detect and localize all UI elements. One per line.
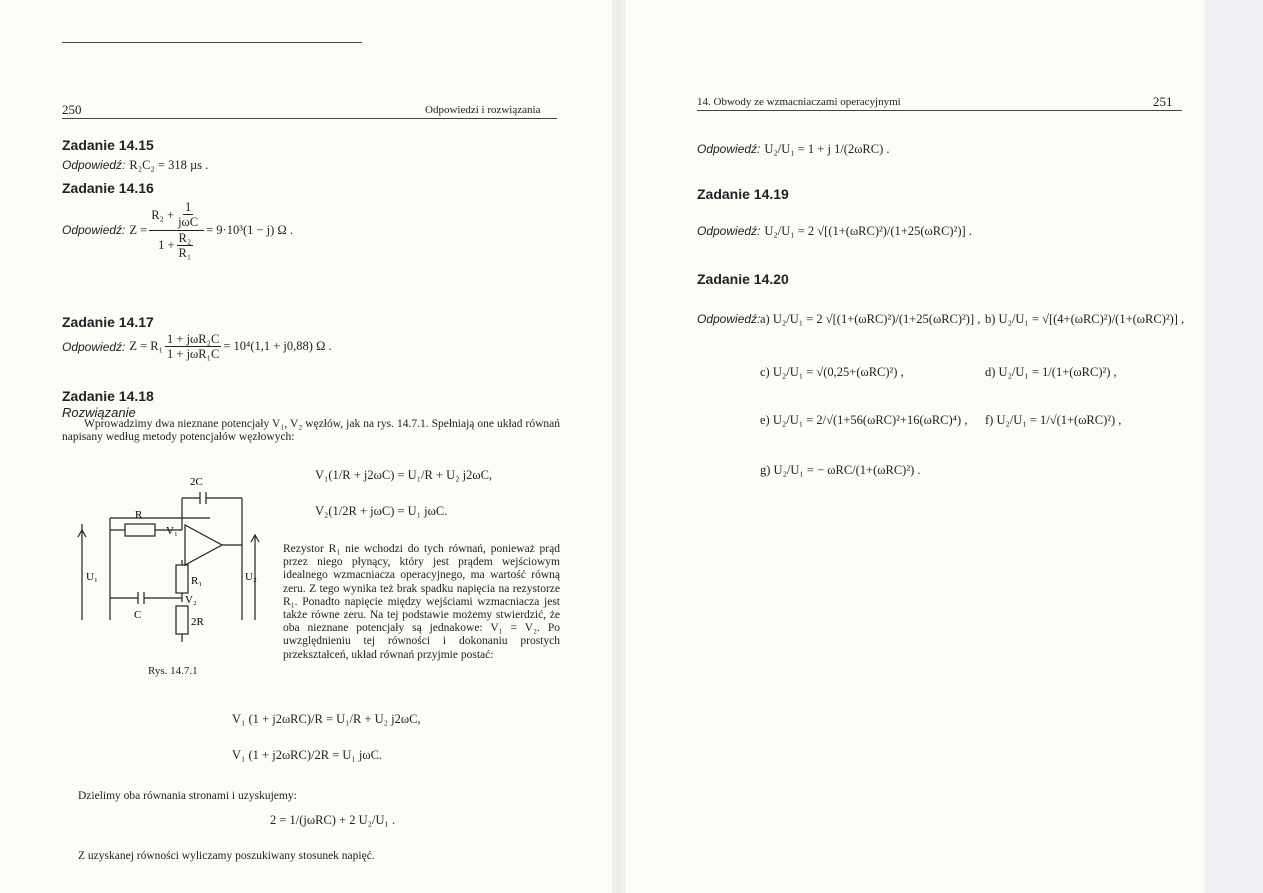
label-v1: V₁ [166, 525, 178, 537]
label-c: C [134, 609, 142, 621]
answer-e: e) U₂/U₁ = 2/√(1+56(ωRC)²+16(ωRC)⁴) , [760, 413, 968, 427]
intro-paragraph: Wprowadzimy dwa nieznane potencjały V₁, V₂ węzłów, jak na rys. 14.7.1. Spełniają one układ równań napisany według metody potencjałów węzłowych: [62, 418, 560, 444]
answer-a: a) U₂/U₁ = 2 √[(1+(ωRC)²)/(1+25(ωRC)²)] , [760, 312, 981, 326]
transformed-equation-2: V₁ (1 + j2ωRC)/2R = U₁ jωC. [232, 748, 383, 762]
formula-lhs: Z = [129, 222, 148, 237]
section-title-14-16: Zadanie 14.16 [62, 180, 154, 196]
answer-14-15 [62, 156, 208, 174]
formula-rhs: = 9·10³(1 − j) Ω . [206, 222, 293, 237]
fraction-top: 1 + jωR₂C [167, 332, 220, 346]
answer-label: Odpowiedź: [697, 142, 761, 156]
answer-d: d) U₂/U₁ = 1/(1+(ωRC)²) , [985, 365, 1117, 379]
top-rule [62, 42, 362, 43]
label-v2: V₂ [185, 594, 197, 606]
den-subfraction [177, 231, 194, 261]
subfrac-bottom: jωC [178, 215, 199, 230]
node-equation-1: V₁(1/R + j2ωC) = U₁/R + U₂ j2ωC, [315, 468, 493, 482]
answer-14-17 [62, 332, 332, 362]
header-rule [697, 110, 1182, 111]
formula: U₂/U₁ = 2 √[(1+(ωRC)²)/(1+25(ωRC)²)] . [764, 224, 972, 238]
answer-c: c) U₂/U₁ = √(0,25+(ωRC)²) , [760, 365, 904, 379]
label-u2: U₂ [245, 571, 257, 583]
answer-label: Odpowiedź: [62, 223, 126, 238]
page-number: 251 [1153, 94, 1173, 109]
subfrac-top: R₂ [178, 230, 192, 245]
header-rule [62, 118, 557, 119]
fraction [165, 332, 221, 362]
fraction-bottom: 1 + jωR₁C [167, 347, 220, 362]
formula: U₂/U₁ = 1 + j 1/(2ωRC) . [764, 142, 890, 156]
figure-caption: Rys. 14.7.1 [148, 665, 198, 677]
node-equation-2: V₂(1/2R + jωC) = U₁ jωC. [315, 504, 448, 518]
answer-f: f) U₂/U₁ = 1/√(1+(ωRC)²) , [985, 413, 1122, 427]
main-fraction [149, 200, 204, 261]
left-page [0, 0, 610, 893]
solution-label: Rozwiązanie [62, 405, 136, 420]
label-r1: R₁ [191, 575, 203, 587]
answer-label: Odpowiedź: [62, 339, 126, 354]
section-title-14-17: Zadanie 14.17 [62, 314, 154, 330]
label-2r: 2R [191, 616, 204, 628]
formula-rhs: = 10⁴(1,1 + j0,88) Ω . [223, 339, 332, 354]
page-number: 250 [62, 102, 82, 117]
label-u1: U₁ [86, 571, 98, 583]
right-page [625, 0, 1263, 893]
answer-label: Odpowiedź: [697, 312, 761, 326]
answer-14-19 [697, 222, 972, 240]
answer-b: b) U₂/U₁ = √[(4+(ωRC)²)/(1+(ωRC)²)] , [985, 312, 1185, 326]
circuit-diagram [70, 470, 270, 650]
answer-label: Odpowiedź: [62, 158, 126, 172]
section-title-14-20: Zadanie 14.20 [697, 271, 789, 287]
running-header: Odpowiedzi i rozwiązania [425, 104, 541, 116]
section-title-14-15: Zadanie 14.15 [62, 137, 154, 153]
book-gutter [612, 0, 626, 893]
divide-sentence: Dzielimy oba równania stronami i uzyskujemy: [78, 790, 297, 802]
answer-g: g) U₂/U₁ = − ωRC/(1+(ωRC)²) . [760, 463, 921, 477]
section-title-14-19: Zadanie 14.19 [697, 186, 789, 202]
answer-14-18 [697, 140, 890, 158]
formula: R₂C₂ = 318 µs . [129, 158, 209, 172]
subfrac-bottom: R₁ [178, 246, 192, 261]
formula-lhs: Z = R₁ [129, 339, 164, 354]
ratio-equation: 2 = 1/(jωRC) + 2 U₂/U₁ . [270, 813, 396, 827]
answer-label: Odpowiedź: [697, 224, 761, 238]
transformed-equation-1: V₁ (1 + j2ωRC)/R = U₁/R + U₂ j2ωC, [232, 712, 421, 726]
den-term: 1 + [158, 238, 175, 253]
num-term: R₂ + [151, 207, 175, 222]
answer-14-16 [62, 200, 293, 261]
num-subfraction [176, 200, 200, 230]
explanation-paragraph: Rezystor R₁ nie wchodzi do tych równań, ponieważ prąd przez niego płynący, który jest prądem wejściowym idealnego wzmacniacza operacyjnego, ma wartość równą zeru. Z tego wynika też brak spadku napięcia na rezystorze R₁. Ponadto napięcie między wejściami wzmacniacza jest także równe zeru. Na tej podstawie możemy stwierdzić, że oba nieznane potencjały są jednakowe: V₁ = V₂. Po uwzględnieniu tej równości i dokonaniu prostych przekształceń, układ równań przyjmie postać: [283, 543, 560, 661]
subfrac-top: 1 [184, 200, 192, 214]
section-title-14-18: Zadanie 14.18 [62, 388, 154, 404]
label-2c: 2C [190, 476, 203, 488]
last-sentence: Z uzyskanej równości wyliczamy poszukiwany stosunek napięć. [78, 850, 375, 862]
running-header: 14. Obwody ze wzmacniaczami operacyjnymi [697, 96, 901, 108]
label-r: R [135, 509, 143, 521]
